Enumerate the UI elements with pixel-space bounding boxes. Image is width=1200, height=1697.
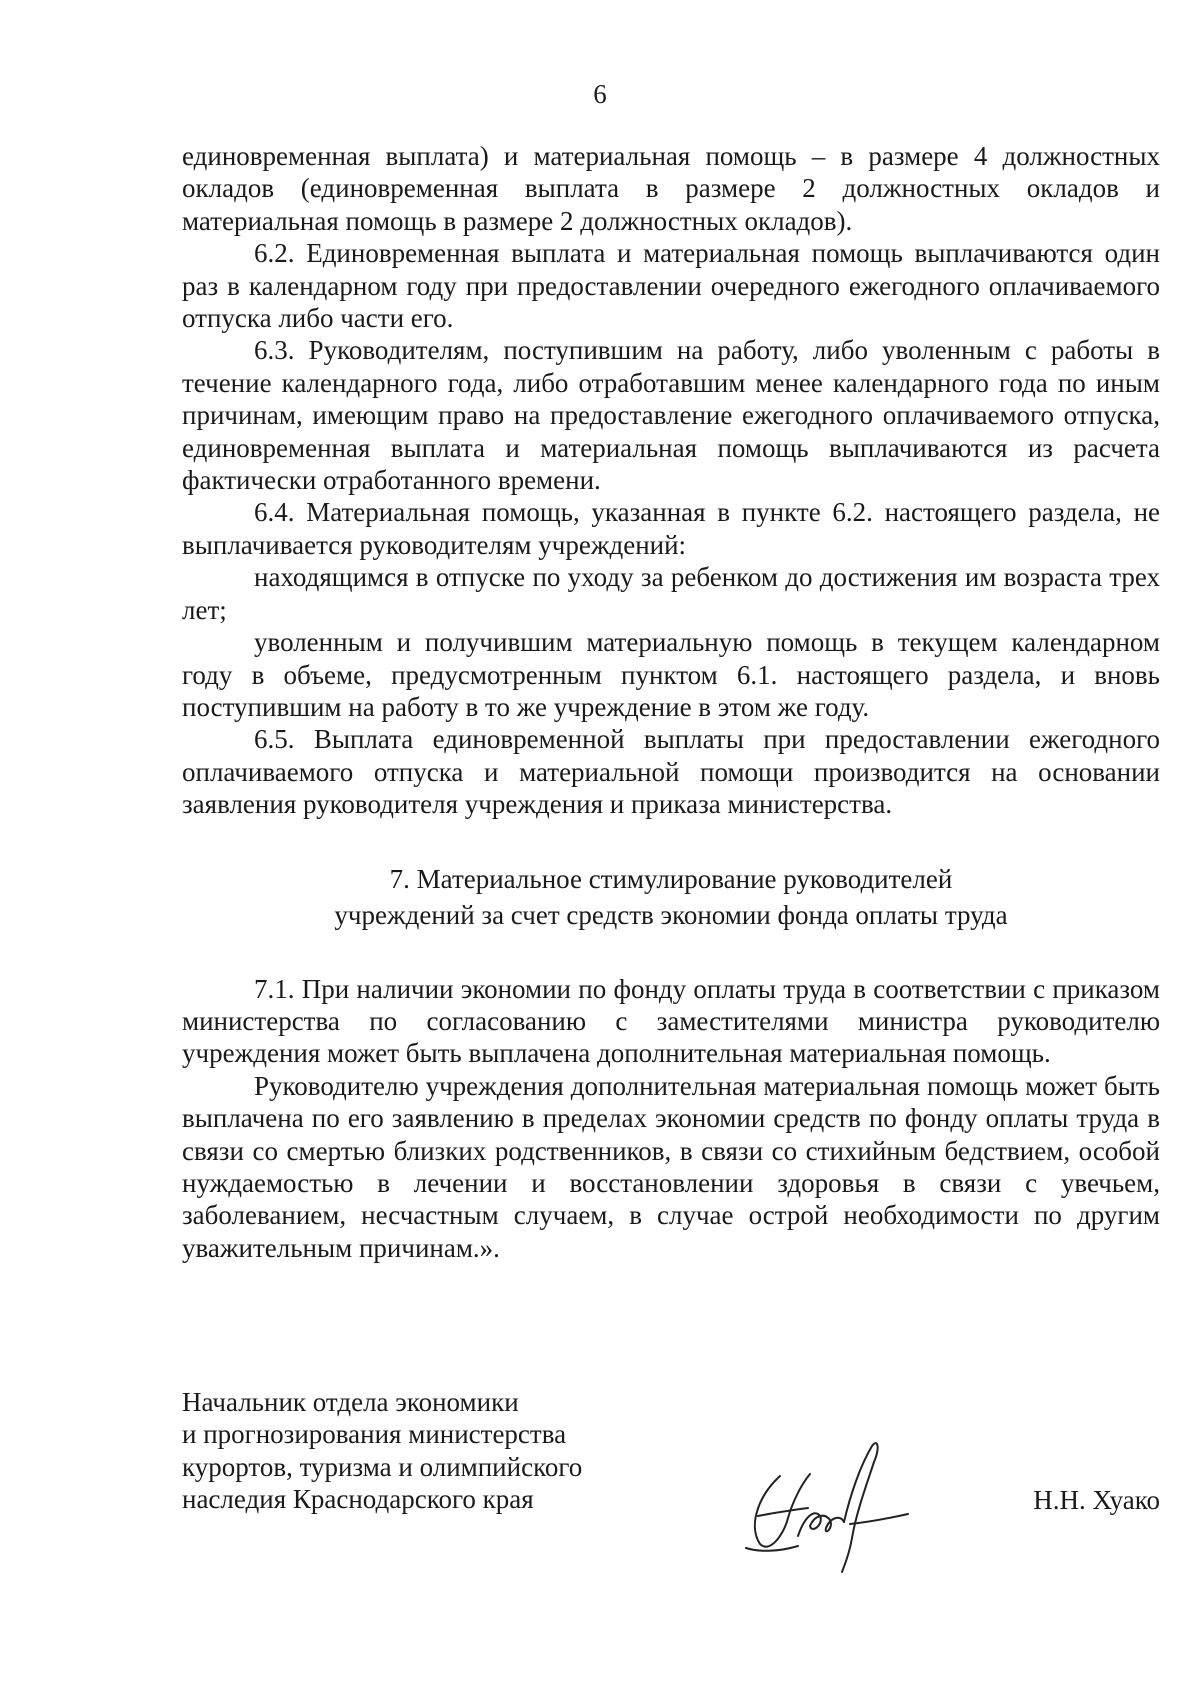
section-heading-line: учреждений за счет средств экономии фонда оплаты труда	[334, 899, 1008, 930]
signatory-title-line: и прогнозирования министерства	[182, 1419, 567, 1450]
paragraph-6-3: 6.3. Руководителям, поступившим на работу, либо уволенным с работы в течение календарного года, либо отработавшим менее календарного года по иным причинам, имеющим право на предоставление ежегодного оплачиваемого отпуска, единовременная выплата и материальная помощь выплачиваются из расчета фактически отработанного времени.	[182, 335, 1160, 496]
section-heading	[182, 861, 1160, 933]
paragraph-6-4: 6.4. Материальная помощь, указанная в пункте 6.2. настоящего раздела, не выплачивается руководителям учреждений:	[182, 497, 1160, 560]
signatory-title-line: наследия Краснодарского края	[182, 1484, 534, 1515]
signatory-title-line: Начальник отдела экономики	[182, 1387, 519, 1417]
paragraph-list-item: находящимся в отпуске по уходу за ребенком до достижения им возраста трех лет;	[182, 562, 1160, 625]
paragraph-6-5: 6.5. Выплата единовременной выплаты при предоставлении ежегодного оплачиваемого отпуска и материальной помощи производится на основании заявления руководителя учреждения и приказа министерства.	[182, 724, 1160, 820]
paragraph: единовременная выплата) и материальная помощь – в размере 4 должностных окладов (единовременная выплата в размере 2 должностных окладов и материальная помощь в размере 2 должностных окладов).	[182, 141, 1160, 236]
signer-name: Н.Н. Хуако	[1033, 1485, 1160, 1515]
paragraph-7-1: 7.1. При наличии экономии по фонду оплаты труда в соответствии с приказом министерства по согласованию с заместителями министра руководителю учреждения может быть выплачена дополнительная материальная помощь.	[182, 973, 1160, 1069]
section-heading-line: 7. Материальное стимулирование руководителей	[389, 863, 953, 894]
paragraph: Руководителю учреждения дополнительная материальная помощь может быть выплачена по его заявлению в пределах экономии средств по фонду оплаты труда в связи со смертью близких родственников, в связи со стихийным бедствием, особой нуждаемостью в лечении и восстановлении здоровья в связи с увечьем, заболеванием, несчастным случаем, в случае острой необходимости по другим уважительным причинам.».	[182, 1070, 1160, 1263]
signatory-title	[182, 1386, 602, 1516]
signatory-title-line: курортов, туризма и олимпийского	[182, 1451, 583, 1482]
paragraph-list-item: уволенным и получившим материальную помощь в текущем календарном году в объеме, предусмотренным пунктом 6.1. настоящего раздела, и вновь поступившим на работу в то же учреждение в этом же году.	[182, 627, 1160, 722]
page-number: 6	[593, 79, 607, 109]
handwritten-signature	[738, 1426, 918, 1576]
document-body	[182, 140, 1160, 1264]
paragraph-6-2: 6.2. Единовременная выплата и материальная помощь выплачиваются один раз в календарном году при предоставлении очередного ежегодного оплачиваемого отпуска либо части его.	[182, 238, 1160, 334]
